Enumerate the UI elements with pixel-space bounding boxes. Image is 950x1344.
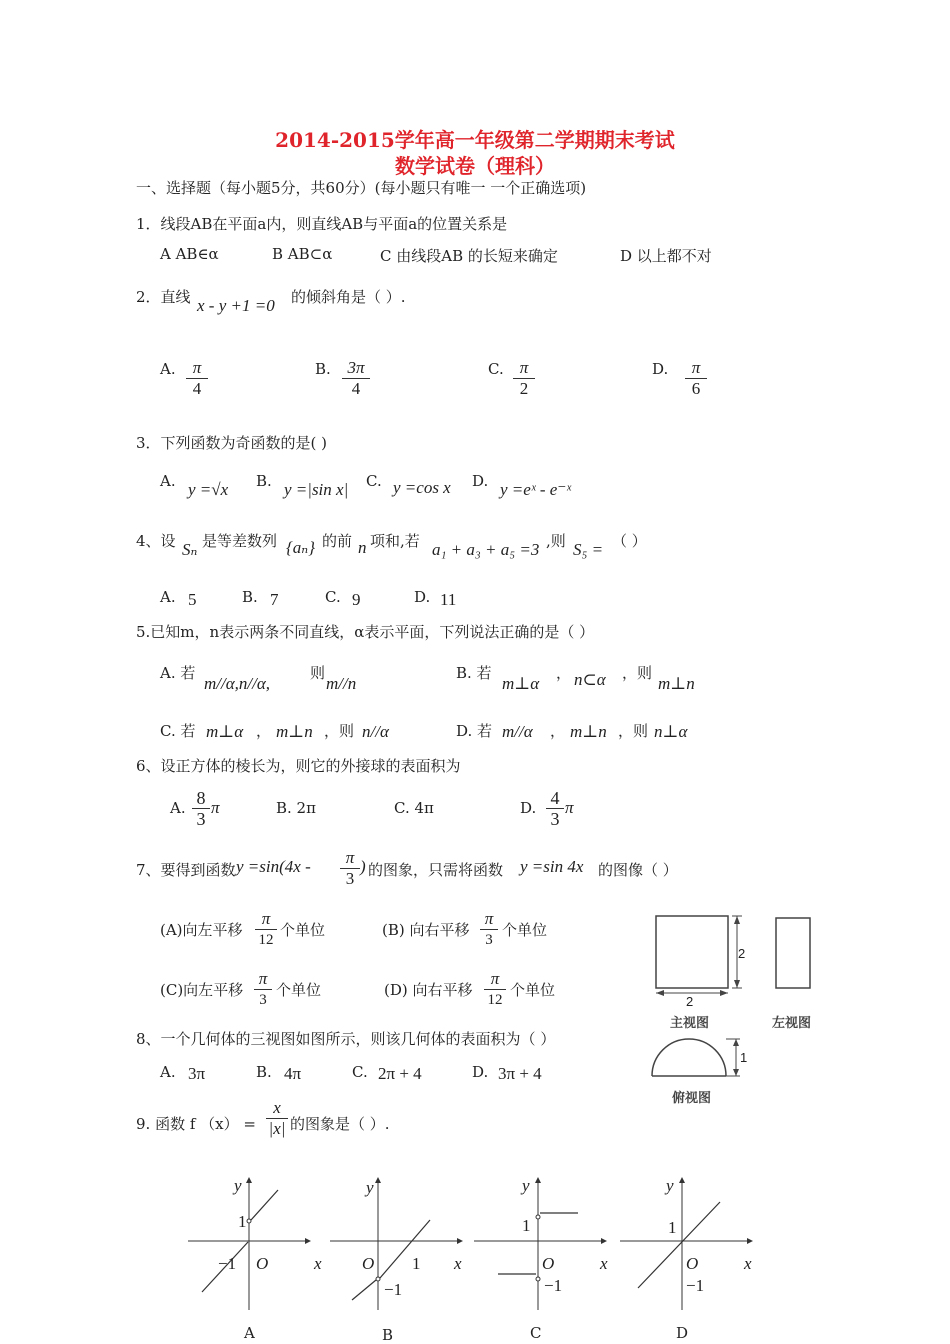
q5-d-result: n⊥α [654, 722, 688, 741]
q4-sum-symbol: Sₙ [182, 540, 198, 559]
graph-c-neg-one-label: −1 [544, 1276, 563, 1295]
graph-b-x-label: x [454, 1254, 462, 1273]
exam-title: 2014-2015学年高一年级第二学期期末考试 [275, 128, 675, 152]
q5-a-then: 则 [310, 664, 326, 682]
q7-d-post: 个单位 [510, 981, 556, 999]
q4-p5: ,则 [546, 532, 566, 550]
graph-c-origin-label: O [542, 1254, 555, 1273]
q2-option-d-fraction: $\frac{\pi}{6}$ [685, 358, 707, 399]
q4-c-label: C. [325, 588, 341, 606]
q4-sequence: {aₙ} [286, 538, 315, 557]
q2-option-c-fraction: $\frac{\pi}{2}$ [513, 358, 535, 399]
q8-option-a: 3π [188, 1064, 206, 1083]
side-view-rectangle [776, 918, 810, 988]
q2-line-equation: x - y +1 =0 [197, 296, 275, 315]
front-view-square [656, 916, 728, 988]
q5-a-condition: m//α,n//α, [204, 674, 271, 693]
q6-option-a-fraction: $\frac{8}{3}$ [192, 788, 210, 829]
exam-subtitle: 数学试卷（理科） [395, 154, 555, 178]
q6-stem: 6、设正方体的棱长为，则它的外接球的表面积为 [136, 757, 461, 775]
q5-b-pre: B. 若 [456, 664, 492, 682]
q5-d-condition-2: m⊥n [570, 722, 607, 741]
graph-c [474, 1178, 606, 1310]
q8-option-b: 4π [284, 1064, 302, 1083]
graph-c-y-label: y [522, 1176, 530, 1195]
graph-b-neg-one-label: −1 [384, 1280, 403, 1299]
q4-option-c: 9 [352, 590, 361, 609]
q3-stem: 3．下列函数为奇函数的是( ) [136, 434, 328, 452]
q6-a-label: A. [170, 799, 186, 817]
q3-option-a: y =√x [188, 480, 229, 499]
q5-d-condition-1: m//α [502, 722, 533, 741]
q4-s5: S₅ = [573, 540, 604, 559]
q9-p1: 9. 函数 f （x） = [136, 1115, 256, 1133]
q2-b-label: B. [315, 360, 331, 378]
q7-c-pre: (C)向左平移 [160, 981, 244, 999]
q7-function-1-pre: y =sin(4x - [236, 857, 311, 876]
graph-a-neg-one-label: −1 [218, 1254, 237, 1273]
front-view-label: 主视图 [670, 1015, 710, 1030]
q7-option-a-fraction: $\frac{\pi}{12}$ [255, 909, 277, 950]
q7-p2: 的图象，只需将函数 [368, 861, 504, 879]
q1-option-b: B AB⊂α [272, 245, 333, 263]
q8-c-label: C. [352, 1063, 368, 1081]
q5-b-condition-1: m⊥α [502, 674, 540, 693]
q7-function-1-post: ) [360, 857, 366, 876]
q4-option-a: 5 [188, 590, 197, 609]
top-view-label: 俯视图 [672, 1090, 712, 1105]
front-view-width-label: 2 [686, 994, 694, 1009]
q5-a-result: m//n [326, 674, 357, 693]
q2-option-b-fraction: $\frac{3\pi}{4}$ [342, 358, 370, 399]
section-heading: 一、选择题（每小题5分，共60分）(每小题只有唯一 一个正确选项) [136, 179, 587, 197]
graph-c-label: C [530, 1324, 542, 1342]
q5-c-pre: C. 若 [160, 722, 196, 740]
q5-c-then: ，则 [324, 722, 355, 740]
q8-a-label: A. [160, 1063, 176, 1081]
q4-p2: 是等差数列 [202, 532, 278, 550]
q4-option-d: 11 [440, 590, 457, 609]
q9-p2: 的图象是（ ）. [290, 1115, 390, 1133]
q5-b-result: m⊥n [658, 674, 695, 693]
graph-a-x-label: x [314, 1254, 322, 1273]
graph-c-x-label: x [600, 1254, 608, 1273]
q7-d-pre: (D) 向右平移 [384, 981, 473, 999]
graph-b-one-label: 1 [412, 1254, 421, 1273]
q4-option-b: 7 [270, 590, 279, 609]
q6-a-pi: π [211, 798, 220, 817]
q2-d-label: D. [652, 360, 669, 378]
q6-option-b: B. 2π [276, 799, 316, 817]
graph-d-y-label: y [666, 1176, 674, 1195]
graph-b-origin-label: O [362, 1254, 375, 1273]
q7-function-2: y =sin 4x [520, 857, 584, 876]
front-view-height-label: 2 [738, 946, 746, 961]
q4-a-label: A. [160, 588, 176, 606]
graph-c-one-label: 1 [522, 1216, 531, 1235]
q8-option-d: 3π + 4 [498, 1064, 542, 1083]
q3-option-c: y =cos x [393, 478, 451, 497]
q2-stem-pre: 2．直线 [136, 288, 191, 306]
q1-stem: 1．线段AB在平面a内，则直线AB与平面a的位置关系是 [136, 215, 508, 233]
graph-a-y-label: y [234, 1176, 242, 1195]
q6-option-c: C. 4π [394, 799, 434, 817]
q5-d-then: ，则 [618, 722, 649, 740]
graph-a-one-label: 1 [238, 1212, 247, 1231]
q2-c-label: C. [488, 360, 504, 378]
q8-stem: 8、一个几何体的三视图如图所示，则该几何体的表面积为（ ） [136, 1030, 556, 1048]
q7-p3: 的图像（ ） [598, 861, 678, 879]
q7-a-post: 个单位 [280, 921, 326, 939]
q3-d-label: D. [472, 472, 489, 490]
q4-p1: 4、设 [136, 532, 176, 550]
q4-n: n [358, 538, 367, 557]
q5-c-condition-2: m⊥n [276, 722, 313, 741]
graph-d-one-label: 1 [668, 1218, 677, 1237]
q4-p4: 项和,若 [370, 532, 420, 550]
q3-c-label: C. [366, 472, 382, 490]
q5-c-result: n//α [362, 722, 389, 741]
q5-c-condition-1: m⊥α [206, 722, 244, 741]
graph-d-neg-one-label: −1 [686, 1276, 705, 1295]
q5-b-sep: ， [556, 664, 572, 682]
q3-a-label: A. [160, 472, 176, 490]
q2-a-label: A. [160, 360, 176, 378]
q3-option-d: y =eˣ - e⁻ˣ [500, 480, 572, 499]
q4-p3: 的前 [322, 532, 353, 550]
side-view-label: 左视图 [772, 1015, 812, 1030]
q5-d-sep: ， [550, 722, 566, 740]
q7-p1: 7、要得到函数 [136, 861, 236, 879]
q1-option-d: D 以上都不对 [620, 247, 712, 265]
q6-option-d-fraction: $\frac{4}{3}$ [546, 788, 564, 829]
q8-option-c: 2π + 4 [378, 1064, 422, 1083]
graph-b-y-label: y [366, 1178, 374, 1197]
graph-b-label: B [382, 1326, 394, 1344]
q4-condition: a₁ + a₃ + a₅ =3 [432, 540, 540, 559]
q5-b-then: ，则 [622, 664, 653, 682]
q7-option-d-fraction: $\frac{\pi}{12}$ [484, 969, 506, 1010]
q6-d-label: D. [520, 799, 537, 817]
q7-option-b-fraction: $\frac{\pi}{3}$ [480, 909, 498, 950]
q2-option-a-fraction: $\frac{\pi}{4}$ [186, 358, 208, 399]
q8-d-label: D. [472, 1063, 489, 1081]
q1-option-a: A AB∈α [160, 245, 219, 263]
q8-b-label: B. [256, 1063, 272, 1081]
graph-a-origin-label: O [256, 1254, 269, 1273]
q1-option-c: C 由线段AB 的长短来确定 [380, 247, 558, 265]
q4-d-label: D. [414, 588, 431, 606]
q4-b-label: B. [242, 588, 258, 606]
graph-d-origin-label: O [686, 1254, 699, 1273]
q7-a-pre: (A)向左平移 [160, 921, 243, 939]
q9-function-fraction: $\frac{x}{|x|}$ [266, 1098, 288, 1139]
q9-graphs [180, 1170, 780, 1320]
q5-a-pre: A. 若 [160, 664, 196, 682]
q3-option-b: y =|sin x| [284, 480, 349, 499]
graph-a-label: A [244, 1324, 255, 1342]
q6-d-pi: π [565, 798, 574, 817]
q5-d-pre: D. 若 [456, 722, 493, 740]
graph-a [188, 1178, 310, 1310]
top-view-semicircle [652, 1039, 726, 1076]
q4-p6: （ ） [612, 532, 647, 550]
three-view-diagram [640, 900, 830, 1110]
q7-b-pre: (B) 向右平移 [382, 921, 470, 939]
q5-b-condition-2: n⊂α [574, 670, 606, 689]
q5-c-sep: ， [256, 722, 272, 740]
q7-option-c-fraction: $\frac{\pi}{3}$ [254, 969, 272, 1010]
q7-c-post: 个单位 [276, 981, 322, 999]
top-view-radius-label: 1 [740, 1050, 748, 1065]
graph-d-label: D [676, 1324, 689, 1342]
q2-stem-post: 的倾斜角是（ ）. [291, 288, 406, 306]
q3-b-label: B. [256, 472, 272, 490]
q7-b-post: 个单位 [502, 921, 548, 939]
q5-stem: 5.已知m，n表示两条不同直线，α表示平面，下列说法正确的是（ ） [136, 623, 595, 641]
graph-d-x-label: x [744, 1254, 752, 1273]
q7-function-1-fraction: $\frac{\pi}{3}$ [340, 848, 360, 889]
